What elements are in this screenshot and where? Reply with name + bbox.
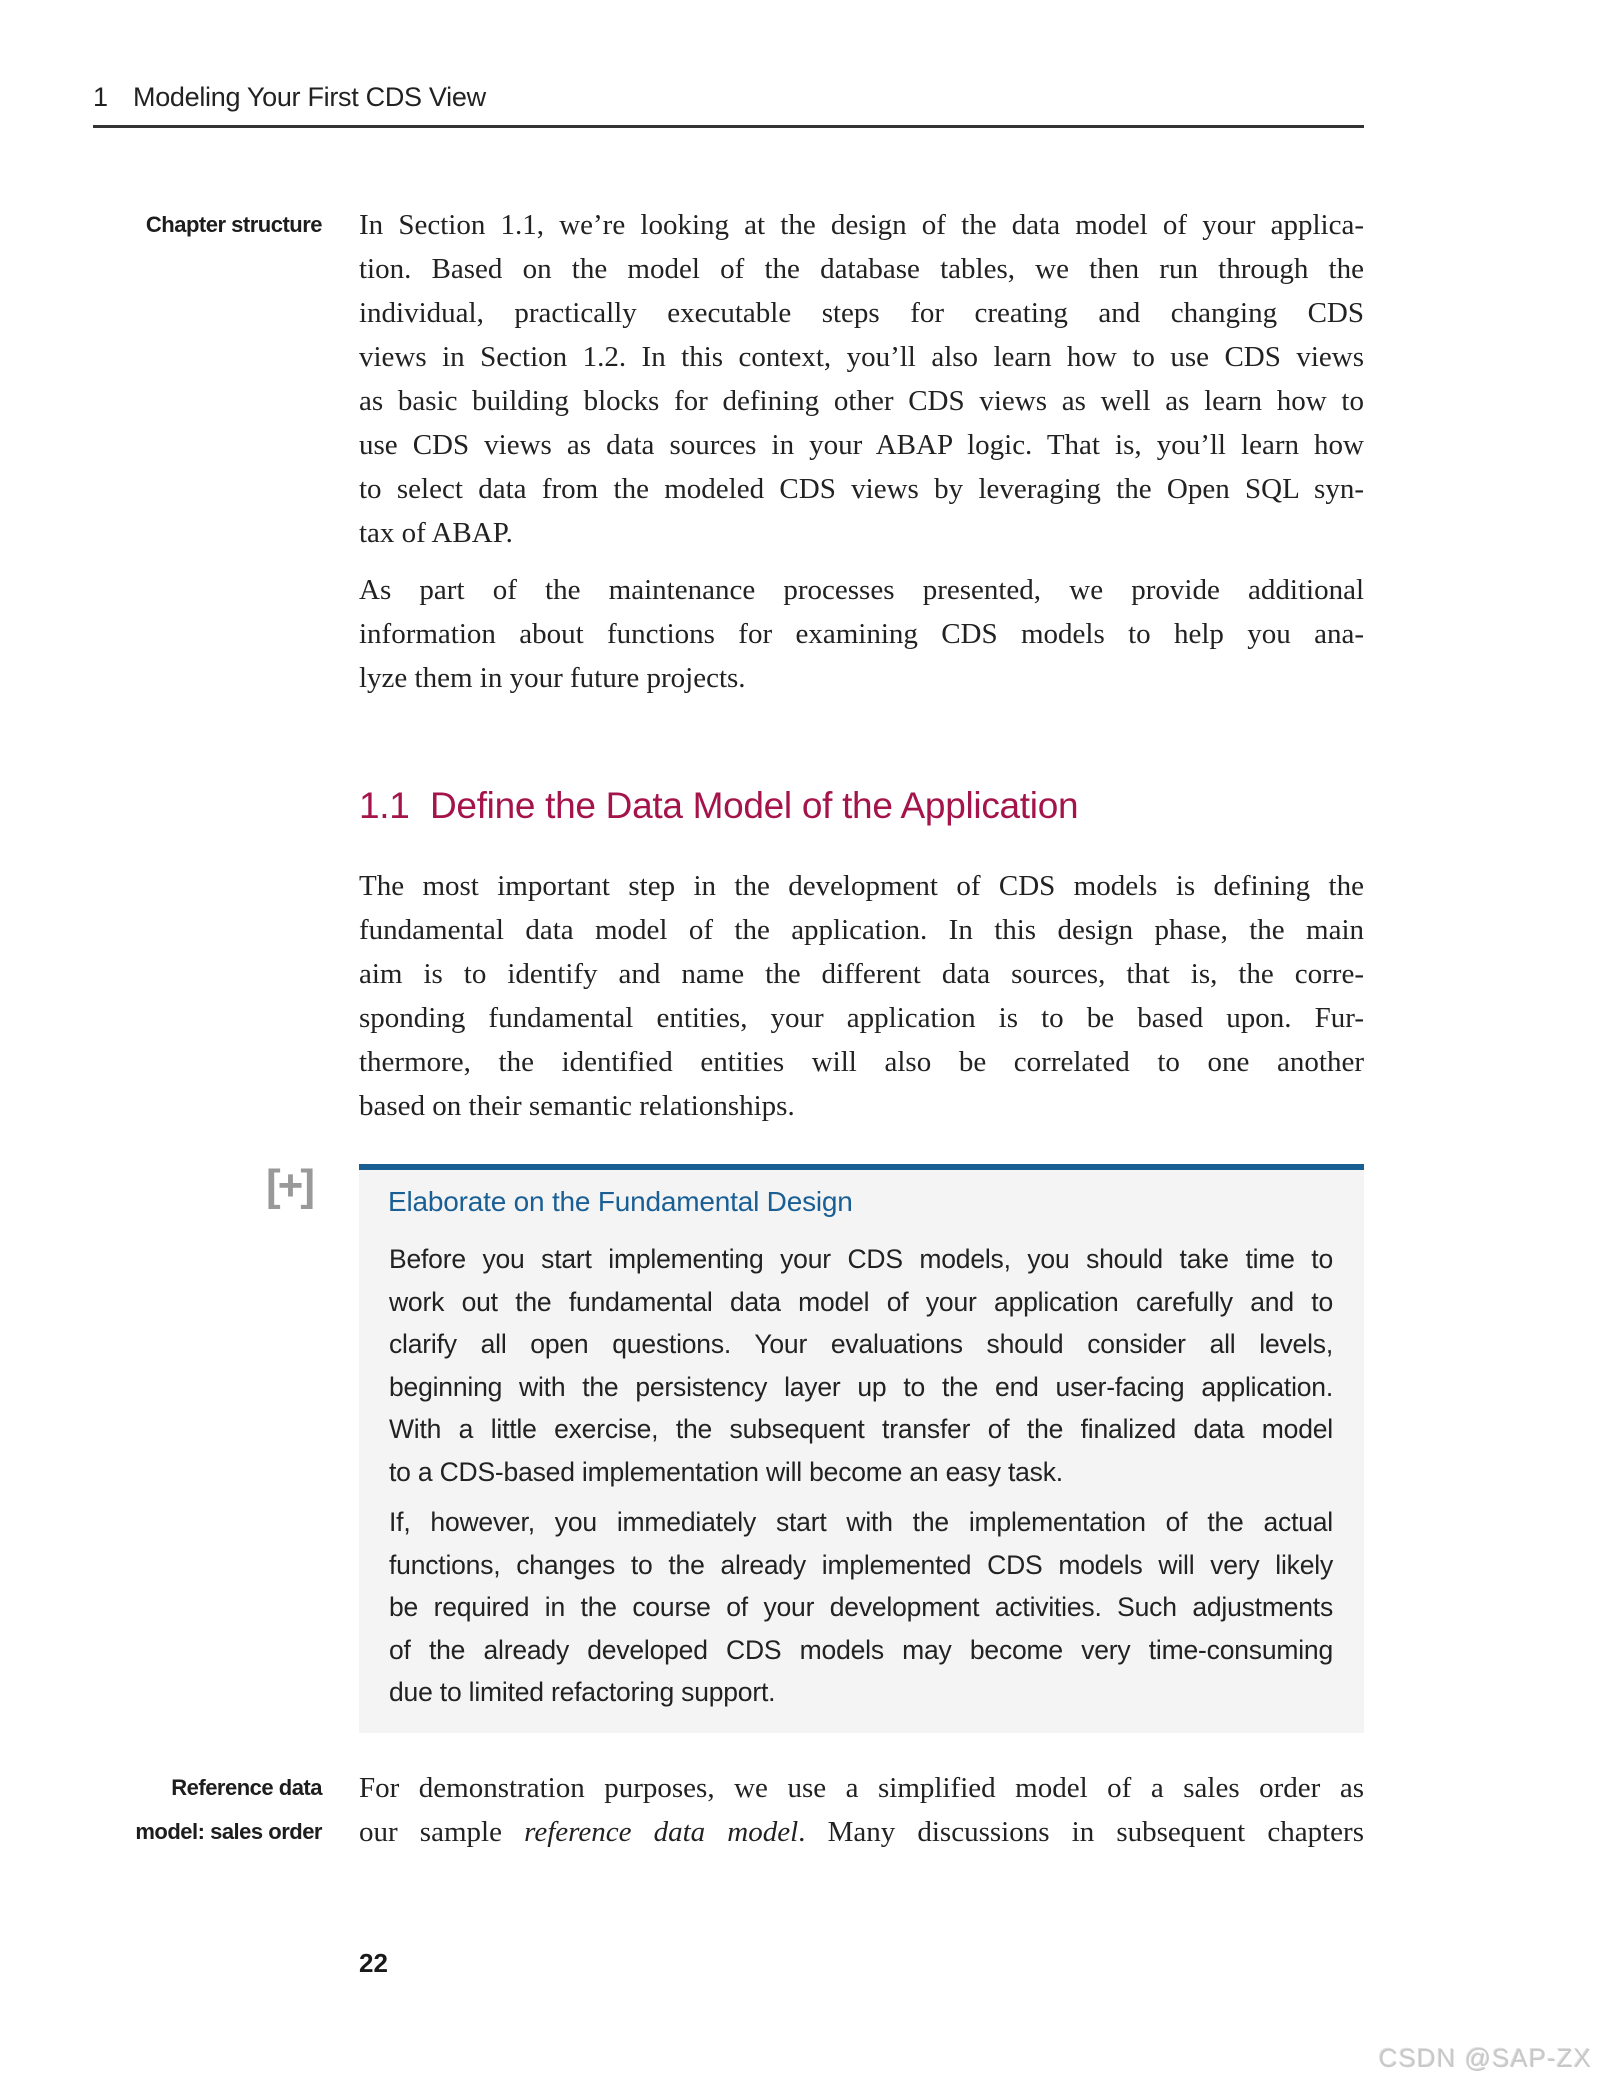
text-line: lyze them in your future projects. [359, 662, 746, 694]
text-line: as basic building blocks for defining other CDS views as well as learn how to [359, 385, 1364, 417]
expand-plus-icon: [+] [266, 1161, 312, 1210]
text-line: individual, practically executable steps for creating and changing CDS [359, 297, 1364, 329]
text-line [359, 1810, 1364, 1854]
chapter-title: Modeling Your First CDS View [133, 82, 486, 112]
header-rule [93, 125, 1364, 128]
info-box-title: Elaborate on the Fundamental Design [388, 1186, 853, 1217]
info-box-paragraph-2 [389, 1501, 1333, 1714]
text-line: The most important step in the development of CDS models is defining the [359, 870, 1364, 902]
text-line: views in Section 1.2. In this context, you’ll also learn how to use CDS views [359, 341, 1364, 373]
text-line: be required in the course of your development activities. Such adjustments [389, 1592, 1333, 1622]
text-line: use CDS views as data sources in your ABAP logic. That is, you’ll learn how [359, 429, 1364, 461]
running-head [93, 82, 486, 113]
margin-note-chapter-structure: Chapter structure [145, 212, 322, 237]
text-line: tax of ABAP. [359, 517, 513, 549]
text-line: clarify all open questions. Your evaluations should consider all levels, [389, 1329, 1333, 1359]
margin-note-line: Reference data [171, 1775, 322, 1800]
info-box-paragraph-1 [389, 1238, 1333, 1493]
text-line: aim is to identify and name the different data sources, that is, the corre- [359, 958, 1364, 990]
text-line: functions, changes to the already implemented CDS models will very likely [389, 1549, 1333, 1580]
text-line: due to limited refactoring support. [389, 1677, 776, 1707]
text-line: Before you start implementing your CDS models, you should take time to [389, 1244, 1333, 1274]
margin-note-line: model: sales order [135, 1819, 322, 1844]
text-line: In Section 1.1, we’re looking at the design of the data model of your applica- [359, 209, 1364, 241]
text-line: to select data from the modeled CDS views by leveraging the Open SQL syn- [359, 473, 1364, 505]
section-title: Define the Data Model of the Application [430, 785, 1079, 826]
text-line: based on their semantic relationships. [359, 1090, 795, 1122]
text-line: With a little exercise, the subsequent transfer of the finalized data model [389, 1414, 1333, 1444]
section-paragraph [359, 864, 1364, 1128]
text-line: beginning with the persistency layer up to the end user-facing application. [389, 1371, 1333, 1402]
emphasis-term: reference data model [524, 1816, 799, 1848]
reference-paragraph [359, 1766, 1364, 1854]
intro-paragraph-2 [359, 568, 1364, 700]
text-line: tion. Based on the model of the database tables, we then run through the [359, 253, 1364, 285]
text-segment: our sample [359, 1816, 525, 1848]
text-segment: . Many discussions in subsequent chapters [798, 1816, 1364, 1848]
text-line: to a CDS-based implementation will become an easy task. [389, 1456, 1063, 1487]
text-line: information about functions for examining CDS models to help you ana- [359, 618, 1364, 650]
text-line: For demonstration purposes, we use a simplified model of a sales order as [359, 1772, 1364, 1804]
text-line: If, however, you immediately start with the implementation of the actual [389, 1507, 1333, 1537]
text-line: fundamental data model of the application. In this design phase, the main [359, 914, 1364, 946]
chapter-number: 1 [93, 82, 108, 112]
text-line: of the already developed CDS models may become very time-consuming [389, 1634, 1333, 1665]
watermark: CSDN @SAP-ZX [1378, 2043, 1592, 2073]
text-line: As part of the maintenance processes presented, we provide additional [359, 574, 1364, 606]
section-number: 1.1 [359, 785, 410, 826]
page-number: 22 [359, 1948, 388, 1978]
section-heading [359, 785, 1078, 827]
intro-paragraph-1 [359, 203, 1364, 555]
text-line: thermore, the identified entities will also be correlated to one another [359, 1046, 1364, 1078]
margin-note-reference-model [82, 1766, 322, 1854]
text-line: work out the fundamental data model of your application carefully and to [389, 1286, 1333, 1317]
text-line: sponding fundamental entities, your application is to be based upon. Fur- [359, 1002, 1364, 1034]
